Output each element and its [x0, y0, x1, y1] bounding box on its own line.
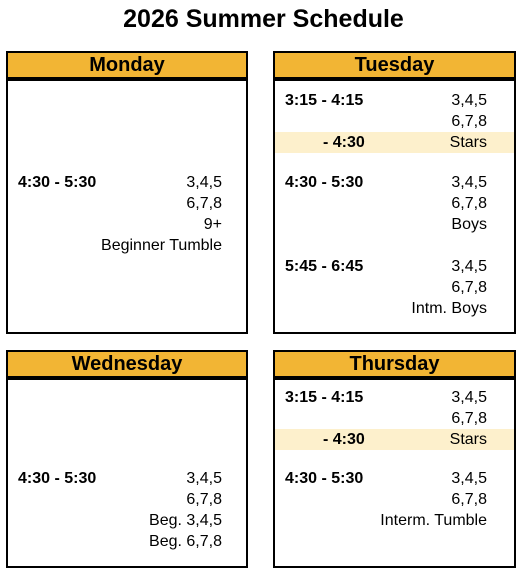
time-label: 4:30 - 5:30 — [285, 174, 364, 191]
time-label: 3:15 - 4:15 — [285, 92, 364, 109]
schedule-row — [275, 489, 514, 510]
schedule-row — [8, 531, 246, 552]
schedule-row — [8, 489, 246, 510]
group-label: 3,4,5 — [451, 470, 487, 487]
group-label: Beg. 6,7,8 — [149, 533, 222, 550]
group-label: Interm. Tumble — [380, 512, 487, 529]
day-panel-wednesday — [6, 378, 248, 568]
group-label: Boys — [451, 216, 487, 233]
time-label: 4:30 - 5:30 — [285, 470, 364, 487]
day-panel-tuesday — [273, 79, 516, 334]
schedule-row — [275, 387, 514, 408]
schedule-row — [275, 510, 514, 531]
time-label: 5:45 - 6:45 — [285, 258, 364, 275]
schedule-row — [8, 510, 246, 531]
group-label: 3,4,5 — [451, 389, 487, 406]
group-label: 3,4,5 — [451, 258, 487, 275]
group-label: 3,4,5 — [186, 174, 222, 191]
group-label: 6,7,8 — [186, 491, 222, 508]
day-panel-thursday — [273, 378, 516, 568]
schedule-row — [8, 214, 246, 235]
group-label: 6,7,8 — [451, 410, 487, 427]
group-label: 3,4,5 — [186, 470, 222, 487]
group-label: 3,4,5 — [451, 92, 487, 109]
page-title: 2026 Summer Schedule — [123, 5, 404, 33]
schedule-row-highlighted — [275, 429, 514, 450]
group-label: 9+ — [203, 216, 222, 233]
group-label: Stars — [449, 134, 487, 151]
day-header-monday: Monday — [6, 51, 248, 79]
schedule-row — [275, 468, 514, 489]
day-panel-monday — [6, 79, 248, 334]
schedule-row — [8, 235, 246, 256]
group-label: 6,7,8 — [186, 195, 222, 212]
schedule-row — [275, 408, 514, 429]
time-label: 4:30 - 5:30 — [18, 470, 97, 487]
time-label: - 4:30 — [323, 134, 365, 151]
schedule-row — [8, 193, 246, 214]
day-header-tuesday: Tuesday — [273, 51, 516, 79]
group-label: 6,7,8 — [451, 113, 487, 130]
group-label: Intm. Boys — [411, 300, 487, 317]
schedule-row — [275, 277, 514, 298]
schedule-row — [275, 111, 514, 132]
group-label: Beginner Tumble — [101, 237, 222, 254]
time-label: - 4:30 — [323, 431, 365, 448]
schedule-row — [8, 172, 246, 193]
group-label: 6,7,8 — [451, 195, 487, 212]
schedule-row — [275, 90, 514, 111]
group-label: 6,7,8 — [451, 491, 487, 508]
schedule-row-highlighted — [275, 132, 514, 153]
schedule-row — [275, 193, 514, 214]
time-label: 3:15 - 4:15 — [285, 389, 364, 406]
group-label: Stars — [449, 431, 487, 448]
schedule-row — [275, 172, 514, 193]
group-label: 3,4,5 — [451, 174, 487, 191]
schedule-row — [275, 256, 514, 277]
group-label: 6,7,8 — [451, 279, 487, 296]
day-header-wednesday: Wednesday — [6, 350, 248, 378]
group-label: Beg. 3,4,5 — [149, 512, 222, 529]
schedule-row — [275, 298, 514, 319]
time-label: 4:30 - 5:30 — [18, 174, 97, 191]
day-header-thursday: Thursday — [273, 350, 516, 378]
schedule-row — [8, 468, 246, 489]
schedule-row — [275, 214, 514, 235]
